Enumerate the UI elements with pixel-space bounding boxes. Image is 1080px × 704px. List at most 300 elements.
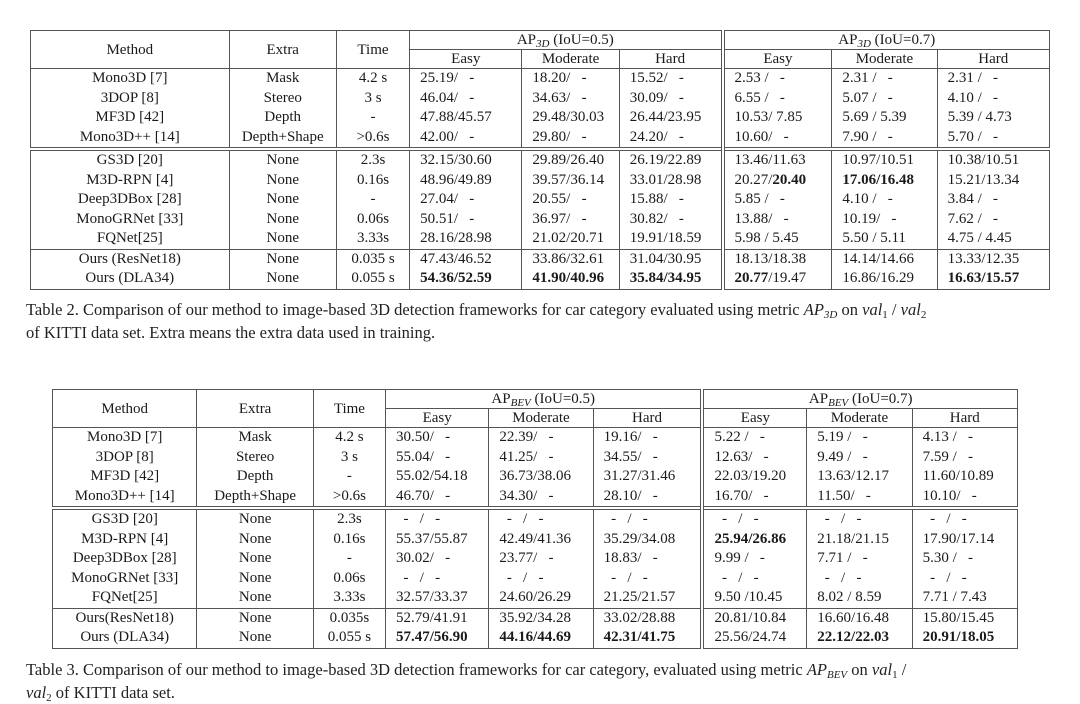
best-value: 44.16/44.69	[499, 629, 571, 645]
ap-value-cell	[619, 210, 722, 230]
value: 16.86/16.29	[842, 270, 914, 286]
ap-value-cell	[912, 487, 1017, 509]
value: 33.02/28.88	[603, 609, 676, 626]
ap-value-cell	[912, 588, 1017, 608]
time-cell: >0.6s	[313, 487, 385, 509]
table-row	[53, 530, 1018, 550]
extra-cell: None	[197, 530, 313, 550]
ap-value-cell	[807, 608, 912, 628]
ap-value-cell	[522, 210, 619, 230]
extra-cell: None	[229, 149, 336, 171]
ap-value-cell	[386, 530, 489, 550]
ap-value-cell	[807, 569, 912, 589]
ap-value-cell	[702, 628, 806, 648]
metric-subscript: BEV	[510, 397, 531, 409]
value: 10.10/ -	[922, 487, 977, 504]
ap-value-cell	[619, 229, 722, 249]
ap-value-cell	[489, 428, 593, 448]
value: 25.19/ -	[420, 70, 475, 86]
value: 46.04/ -	[420, 89, 475, 106]
value: 5.98 / 5.45	[734, 230, 799, 246]
best-value: 25.94/26.86	[714, 530, 787, 547]
method-cell: Ours (ResNet18)	[31, 249, 230, 269]
extra-cell: None	[197, 508, 313, 530]
time-cell: 2.3s	[336, 149, 409, 171]
value: 20.55/ -	[532, 191, 587, 207]
ap-value-cell	[912, 448, 1017, 468]
caption-text: of KITTI data set. Extra means the extra data used in training.	[26, 323, 436, 342]
ap-value-cell	[832, 149, 937, 171]
method-cell: Ours (DLA34)	[53, 628, 197, 648]
column-group-header	[702, 390, 1017, 409]
value: 27.04/ -	[420, 191, 475, 207]
method-cell: Ours(ResNet18)	[53, 608, 197, 628]
column-header-moderate: Moderate	[807, 409, 912, 428]
value: 21.02/20.71	[532, 230, 605, 246]
ap-value-cell	[593, 428, 702, 448]
ap-value-cell	[619, 89, 722, 109]
ap-value-cell	[522, 249, 619, 269]
ap-value-cell	[619, 128, 722, 150]
table-row	[53, 608, 1018, 628]
value: - / -	[817, 511, 862, 527]
time-cell: -	[336, 190, 409, 210]
ap-value-cell	[807, 549, 912, 569]
value: 19.91/18.59	[629, 230, 702, 246]
extra-cell: Depth+Shape	[197, 487, 313, 509]
value: 26.19/22.89	[629, 152, 702, 168]
ap-value-cell	[386, 508, 489, 530]
value: 50.51/ -	[420, 210, 475, 227]
value: 11.50/ -	[817, 487, 871, 504]
value: - / -	[714, 569, 759, 586]
time-cell: 0.035 s	[336, 249, 409, 269]
metric-label: AP	[516, 32, 537, 48]
extra-cell: None	[197, 588, 313, 608]
metric-label: AP	[808, 391, 829, 407]
method-cell: 3DOP [8]	[31, 89, 230, 109]
value: 7.71 / -	[817, 550, 868, 566]
column-header-easy: Easy	[723, 50, 832, 69]
value: 52.79/41.91	[396, 609, 468, 626]
caption-val1-sub: 1	[882, 309, 888, 321]
method-cell: Mono3D [7]	[31, 69, 230, 89]
ap-value-cell	[723, 249, 832, 269]
best-value: 42.31/41.75	[603, 629, 676, 645]
caption-metric: AP	[806, 660, 827, 679]
value: 10.53/ 7.85	[734, 109, 803, 125]
value: 42.00/ -	[420, 128, 475, 145]
value: 4.13 / -	[922, 429, 974, 445]
value: 32.57/33.37	[396, 589, 468, 605]
ap-value-cell	[702, 467, 806, 487]
value: - / -	[499, 569, 544, 586]
value: - / -	[603, 511, 648, 527]
ap-value-cell	[593, 628, 702, 648]
extra-cell: Depth+Shape	[229, 128, 336, 150]
caption-val2-sub: 2	[46, 692, 52, 704]
time-cell: -	[336, 108, 409, 128]
best-value: 17.06/16.48	[842, 171, 914, 188]
value: 47.43/46.52	[420, 250, 492, 267]
time-cell: -	[313, 467, 385, 487]
time-cell: 0.035s	[313, 608, 385, 628]
best-value: 22.12/22.03	[817, 629, 889, 645]
ap-value-cell	[912, 549, 1017, 569]
best-value: 20.91/18.05	[922, 629, 995, 645]
table-row	[31, 269, 1050, 289]
ap-value-cell	[702, 530, 806, 550]
value: 12.63/ -	[714, 448, 769, 465]
column-header-easy: Easy	[702, 409, 806, 428]
column-group-header	[410, 31, 723, 50]
value: 16.70/ -	[714, 487, 769, 504]
method-cell: M3D-RPN [4]	[31, 171, 230, 191]
method-cell: FQNet[25]	[53, 588, 197, 608]
time-cell: 2.3s	[313, 508, 385, 530]
value: /19.47	[768, 270, 807, 286]
ap-value-cell	[723, 69, 832, 89]
value: 8.02 / 8.59	[817, 589, 882, 605]
table-2-ap3d-results	[30, 30, 1050, 290]
extra-cell: Mask	[229, 69, 336, 89]
column-header-moderate: Moderate	[522, 50, 619, 69]
caption-val2-sub: 2	[920, 309, 927, 321]
ap-value-cell	[410, 249, 522, 269]
table-row	[31, 149, 1050, 171]
value: 15.21/13.34	[947, 171, 1020, 188]
ap-value-cell	[937, 128, 1049, 150]
ap-value-cell	[912, 508, 1017, 530]
column-header-time: Time	[336, 31, 409, 69]
ap-value-cell	[522, 229, 619, 249]
value: 13.88/ -	[734, 210, 789, 227]
ap-value-cell	[937, 149, 1049, 171]
value: 55.02/54.18	[396, 468, 468, 484]
value: 13.63/12.17	[817, 468, 889, 484]
value: 23.77/ -	[499, 550, 554, 566]
extra-cell: None	[229, 210, 336, 230]
ap-value-cell	[937, 269, 1049, 289]
value: 5.07 / -	[842, 89, 893, 106]
method-cell: M3D-RPN [4]	[53, 530, 197, 550]
metric-subscript: 3D	[536, 38, 550, 50]
table-row	[31, 89, 1050, 109]
extra-cell: None	[229, 229, 336, 249]
caption-metric: AP	[803, 300, 824, 319]
value: 31.04/30.95	[629, 250, 702, 267]
value: 4.10 / -	[947, 89, 999, 106]
value: 5.19 / -	[817, 429, 868, 445]
time-cell: 0.06s	[336, 210, 409, 230]
value: 5.70 / -	[947, 128, 999, 145]
method-cell: MF3D [42]	[53, 467, 197, 487]
ap-value-cell	[489, 608, 593, 628]
caption-val2: val	[26, 683, 47, 702]
caption-val1: val	[862, 300, 883, 319]
caption-metric-sub: 3D	[823, 309, 838, 321]
ap-value-cell	[489, 487, 593, 509]
table-3-caption	[26, 658, 1066, 704]
value: 34.63/ -	[532, 89, 587, 106]
value: 30.50/ -	[396, 429, 451, 445]
ap-value-cell	[619, 249, 722, 269]
ap-value-cell	[619, 190, 722, 210]
value: 7.62 / -	[947, 210, 999, 227]
ap-value-cell	[522, 269, 619, 289]
method-cell: Deep3DBox [28]	[53, 549, 197, 569]
table-row	[31, 69, 1050, 89]
value: 5.69 / 5.39	[842, 109, 907, 125]
caption-text: Table 3. Comparison of our method to image-based 3D detection frameworks for car category, evaluated using metric	[26, 660, 807, 679]
value: 55.04/ -	[396, 448, 451, 465]
caption-text: on	[847, 660, 872, 679]
ap-value-cell	[912, 467, 1017, 487]
metric-label: AP	[838, 32, 858, 48]
value: 15.88/ -	[629, 191, 684, 207]
ap-value-cell	[522, 69, 619, 89]
extra-cell: None	[229, 249, 336, 269]
table-row	[53, 549, 1018, 569]
value: - / -	[714, 511, 759, 527]
table-row	[53, 487, 1018, 509]
best-value: 20.40	[772, 171, 807, 188]
value: 10.19/ -	[842, 210, 897, 227]
ap-value-cell	[912, 428, 1017, 448]
ap-value-cell	[489, 530, 593, 550]
table-row	[31, 190, 1050, 210]
extra-cell: Depth	[197, 467, 313, 487]
value: 5.85 / -	[734, 191, 785, 207]
method-cell: FQNet[25]	[31, 229, 230, 249]
extra-cell: None	[197, 549, 313, 569]
column-header-moderate: Moderate	[489, 409, 593, 428]
ap-value-cell	[937, 249, 1049, 269]
value: 30.82/ -	[629, 210, 684, 227]
time-cell: 0.16s	[313, 530, 385, 550]
ap-value-cell	[832, 69, 937, 89]
best-value: 16.63/15.57	[947, 270, 1020, 286]
table-row	[31, 229, 1050, 249]
ap-value-cell	[410, 229, 522, 249]
time-cell: 4.2 s	[336, 69, 409, 89]
ap-value-cell	[723, 149, 832, 171]
time-cell: 3.33s	[313, 588, 385, 608]
value: 20.81/10.84	[714, 609, 787, 626]
column-group-header	[386, 390, 703, 409]
value: 6.55 / -	[734, 89, 785, 106]
ap-value-cell	[832, 89, 937, 109]
value: 3.84 / -	[947, 191, 999, 207]
ap-value-cell	[807, 487, 912, 509]
column-header-extra: Extra	[229, 31, 336, 69]
ap-value-cell	[593, 467, 702, 487]
ap-value-cell	[386, 487, 489, 509]
value: 29.80/ -	[532, 128, 587, 145]
value: 26.44/23.95	[629, 109, 702, 125]
method-cell: 3DOP [8]	[53, 448, 197, 468]
value: 16.60/16.48	[817, 609, 889, 626]
value: 9.99 / -	[714, 550, 765, 566]
best-value: 35.84/34.95	[629, 270, 702, 286]
ap-value-cell	[912, 608, 1017, 628]
time-cell: 0.055 s	[336, 269, 409, 289]
best-value: 20.77	[734, 270, 769, 286]
method-cell: GS3D [20]	[53, 508, 197, 530]
ap-value-cell	[937, 171, 1049, 191]
ap-value-cell	[593, 608, 702, 628]
extra-cell: Mask	[197, 428, 313, 448]
value: 33.86/32.61	[532, 250, 605, 267]
value: 36.73/38.06	[499, 468, 571, 484]
table-3-apbev-results	[52, 389, 1018, 649]
best-value: 54.36/52.59	[420, 270, 492, 286]
iou-threshold: (IoU=0.5)	[549, 32, 614, 48]
column-header-easy: Easy	[386, 409, 489, 428]
iou-threshold: (IoU=0.7)	[870, 32, 936, 48]
ap-value-cell	[489, 628, 593, 648]
value: 7.71 / 7.43	[922, 589, 987, 605]
value: 5.39 / 4.73	[947, 109, 1012, 125]
caption-text: on	[837, 300, 863, 319]
method-cell: MonoGRNet [33]	[31, 210, 230, 230]
value: 2.31 / -	[947, 70, 999, 86]
ap-value-cell	[723, 108, 832, 128]
ap-value-cell	[832, 269, 937, 289]
ap-value-cell	[522, 89, 619, 109]
value: 21.18/21.15	[817, 530, 889, 547]
ap-value-cell	[522, 171, 619, 191]
ap-value-cell	[723, 210, 832, 230]
value: 10.38/10.51	[947, 152, 1020, 168]
caption-val1: val	[871, 660, 893, 679]
value: - / -	[922, 569, 967, 586]
value: 9.50 /10.45	[714, 589, 783, 605]
column-header-hard: Hard	[937, 50, 1049, 69]
time-cell: 3.33s	[336, 229, 409, 249]
ap-value-cell	[619, 108, 722, 128]
ap-value-cell	[723, 89, 832, 109]
column-header-method: Method	[31, 31, 230, 69]
ap-value-cell	[723, 171, 832, 191]
value: 28.10/ -	[603, 487, 658, 504]
ap-value-cell	[410, 128, 522, 150]
time-cell: 3 s	[336, 89, 409, 109]
ap-value-cell	[386, 549, 489, 569]
value: 5.50 / 5.11	[842, 230, 906, 246]
method-cell: MF3D [42]	[31, 108, 230, 128]
caption-metric-sub: BEV	[826, 669, 848, 681]
ap-value-cell	[489, 448, 593, 468]
ap-value-cell	[386, 428, 489, 448]
value: 4.10 / -	[842, 191, 893, 207]
value: 48.96/49.89	[420, 171, 492, 188]
extra-cell: None	[197, 628, 313, 648]
value: 22.39/ -	[499, 429, 554, 445]
ap-value-cell	[912, 530, 1017, 550]
ap-value-cell	[807, 530, 912, 550]
ap-value-cell	[832, 108, 937, 128]
column-header-easy: Easy	[410, 50, 522, 69]
value: 22.03/19.20	[714, 468, 787, 484]
ap-value-cell	[410, 210, 522, 230]
extra-cell: None	[229, 269, 336, 289]
method-cell: Ours (DLA34)	[31, 269, 230, 289]
value: 10.60/ -	[734, 128, 789, 145]
ap-value-cell	[912, 628, 1017, 648]
value: 34.55/ -	[603, 448, 658, 465]
value: - / -	[603, 569, 648, 586]
ap-value-cell	[489, 549, 593, 569]
column-group-header	[723, 31, 1050, 50]
value: 31.27/31.46	[603, 468, 676, 484]
value: - / -	[396, 511, 441, 527]
value: 18.13/18.38	[734, 250, 807, 267]
value: 14.14/14.66	[842, 250, 914, 267]
value: - / -	[499, 511, 544, 527]
caption-val1-sub: 1	[892, 669, 898, 681]
ap-value-cell	[386, 588, 489, 608]
ap-value-cell	[937, 89, 1049, 109]
caption-val2: val	[900, 300, 921, 319]
ap-value-cell	[593, 569, 702, 589]
ap-value-cell	[619, 171, 722, 191]
ap-value-cell	[489, 588, 593, 608]
ap-value-cell	[807, 428, 912, 448]
ap-value-cell	[386, 467, 489, 487]
ap-value-cell	[702, 569, 806, 589]
value: 34.30/ -	[499, 487, 554, 504]
ap-value-cell	[410, 108, 522, 128]
metric-subscript: 3D	[857, 38, 871, 50]
value: 15.52/ -	[629, 70, 684, 86]
value: 46.70/ -	[396, 487, 451, 504]
value: 20.27/	[734, 171, 773, 188]
value: 30.02/ -	[396, 550, 451, 566]
ap-value-cell	[522, 108, 619, 128]
value: 7.59 / -	[922, 448, 974, 465]
extra-cell: None	[229, 190, 336, 210]
column-header-extra: Extra	[197, 390, 313, 428]
value: - / -	[817, 569, 862, 586]
extra-cell: Stereo	[197, 448, 313, 468]
value: 17.90/17.14	[922, 530, 995, 547]
ap-value-cell	[832, 128, 937, 150]
table-row	[31, 210, 1050, 230]
ap-value-cell	[807, 467, 912, 487]
value: 2.31 / -	[842, 70, 893, 86]
value: 4.75 / 4.45	[947, 230, 1012, 246]
ap-value-cell	[807, 448, 912, 468]
ap-value-cell	[386, 608, 489, 628]
ap-value-cell	[702, 549, 806, 569]
time-cell: >0.6s	[336, 128, 409, 150]
ap-value-cell	[807, 628, 912, 648]
ap-value-cell	[593, 549, 702, 569]
value: 35.92/34.28	[499, 609, 571, 626]
best-value: 57.47/56.90	[396, 629, 468, 645]
value: 5.22 / -	[714, 429, 765, 445]
ap-value-cell	[619, 269, 722, 289]
value: 36.97/ -	[532, 210, 587, 227]
ap-value-cell	[832, 210, 937, 230]
ap-value-cell	[593, 530, 702, 550]
ap-value-cell	[489, 467, 593, 487]
extra-cell: None	[197, 608, 313, 628]
iou-threshold: (IoU=0.7)	[848, 391, 913, 407]
time-cell: 0.16s	[336, 171, 409, 191]
ap-value-cell	[723, 269, 832, 289]
